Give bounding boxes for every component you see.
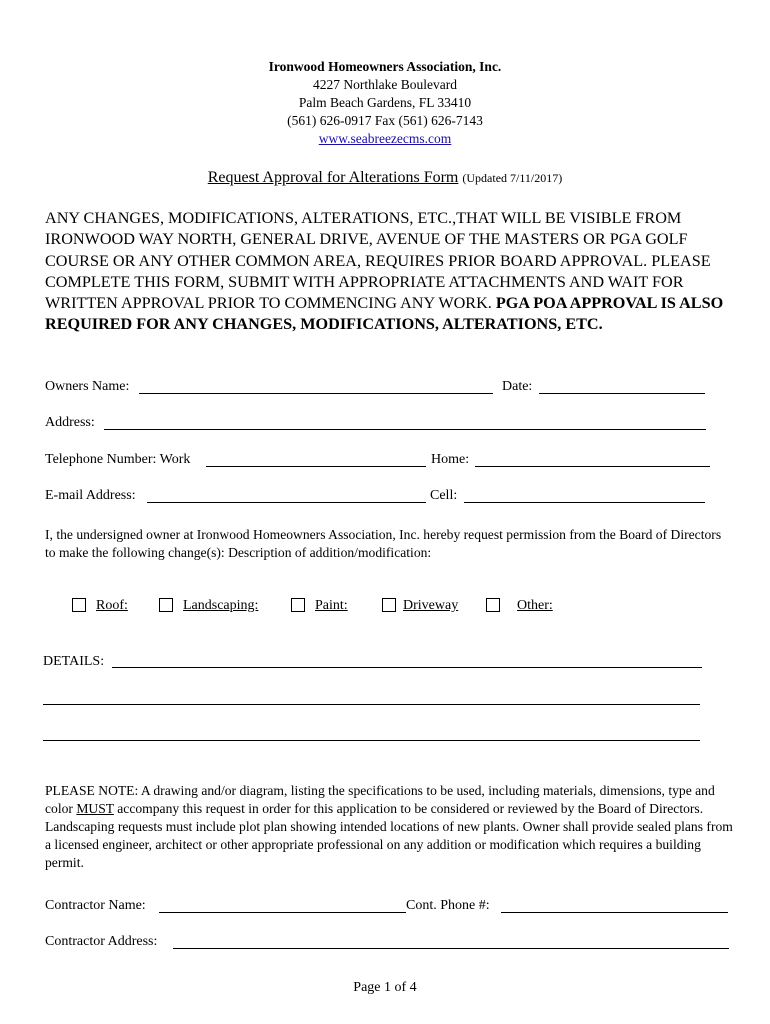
- note-text-after: accompany this request in order for this application to be considered or reviewed by the Board of Directors. Landscaping requests must include plot plan showing intended locations of new plants. Owner shall provide sealed plans from a licensed engineer, architect or other appropriate professional on any addition or modification which requires a building permit.: [45, 801, 733, 870]
- org-address-line2: Palm Beach Gardens, FL 33410: [298, 95, 472, 110]
- form-title: Request Approval for Alterations Form: [207, 169, 459, 186]
- contractor-phone-label: Cont. Phone #:: [406, 898, 490, 913]
- other-checkbox[interactable]: [486, 598, 500, 612]
- paint-checkbox[interactable]: [291, 598, 305, 612]
- email-field[interactable]: [147, 502, 426, 503]
- contractor-address-label: Contractor Address:: [45, 934, 158, 949]
- website-link[interactable]: www.seabreezecms.com: [318, 131, 452, 146]
- home-phone-field[interactable]: [475, 466, 710, 467]
- roof-label: Roof:: [96, 598, 128, 613]
- email-label: E-mail Address:: [45, 488, 136, 503]
- roof-checkbox[interactable]: [72, 598, 86, 612]
- org-name: Ironwood Homeowners Association, Inc.: [268, 59, 502, 74]
- org-address-line1: 4227 Northlake Boulevard: [313, 77, 457, 92]
- contractor-address-field[interactable]: [173, 948, 729, 949]
- warning-bold-text: PGA POA APPROVAL IS ALSO REQUIRED FOR ANY CHANGES, MODIFICATIONS, ALTERATIONS, ETC.: [45, 294, 724, 334]
- details-field-line1[interactable]: [112, 667, 702, 668]
- date-field[interactable]: [539, 393, 705, 394]
- details-field-line2[interactable]: [43, 704, 700, 705]
- form-title-row: [0, 169, 770, 187]
- landscaping-label: Landscaping:: [183, 598, 259, 613]
- org-phone-fax: (561) 626-0917 Fax (561) 626-7143: [287, 113, 483, 128]
- request-statement: I, the undersigned owner at Ironwood Homeowners Association, Inc. hereby request permission from the Board of Directors to make the following change(s): Description of addition/modification:: [45, 527, 722, 560]
- telephone-work-field[interactable]: [206, 466, 426, 467]
- note-must-emphasis: MUST: [76, 801, 114, 816]
- address-label: Address:: [45, 415, 95, 430]
- note-text-before: PLEASE NOTE: A drawing and/or diagram, listing the specifications to be used, including materials, dimensions, type and color: [45, 783, 715, 816]
- other-label: Other:: [517, 598, 553, 613]
- please-note-paragraph: [45, 782, 733, 872]
- contractor-name-field[interactable]: [159, 912, 406, 913]
- owners-name-field[interactable]: [139, 393, 493, 394]
- details-label: DETAILS:: [43, 654, 105, 669]
- driveway-checkbox[interactable]: [382, 598, 396, 612]
- date-label: Date:: [502, 379, 533, 394]
- form-updated: (Updated 7/11/2017): [462, 171, 563, 185]
- details-field-line3[interactable]: [43, 740, 700, 741]
- warning-text: ANY CHANGES, MODIFICATIONS, ALTERATIONS, ETC.,THAT WILL BE VISIBLE FROM IRONWOOD WAY NORTH, GENERAL DRIVE, AVENUE OF THE MASTERS OR PGA GOLF COURSE OR ANY OTHER COMMON AREA, REQUIRES PRIOR BOARD APPROVAL. PLEASE COMPLETE THIS FORM, SUBMIT WITH APPROPRIATE ATTACHMENTS AND WAIT FOR WRITTEN APPROVAL PRIOR TO COMMENCING ANY WORK.: [45, 209, 711, 313]
- cell-field[interactable]: [464, 502, 705, 503]
- home-phone-label: Home:: [431, 452, 470, 467]
- cell-label: Cell:: [430, 488, 458, 503]
- paint-label: Paint:: [315, 598, 348, 613]
- page-number: Page 1 of 4: [353, 980, 417, 995]
- telephone-work-label: Telephone Number: Work: [45, 452, 191, 467]
- landscaping-checkbox[interactable]: [159, 598, 173, 612]
- driveway-label: Driveway: [403, 598, 459, 613]
- contractor-phone-field[interactable]: [501, 912, 728, 913]
- contractor-name-label: Contractor Name:: [45, 898, 146, 913]
- warning-paragraph: [45, 208, 735, 336]
- owners-name-label: Owners Name:: [45, 379, 130, 394]
- address-field[interactable]: [104, 429, 706, 430]
